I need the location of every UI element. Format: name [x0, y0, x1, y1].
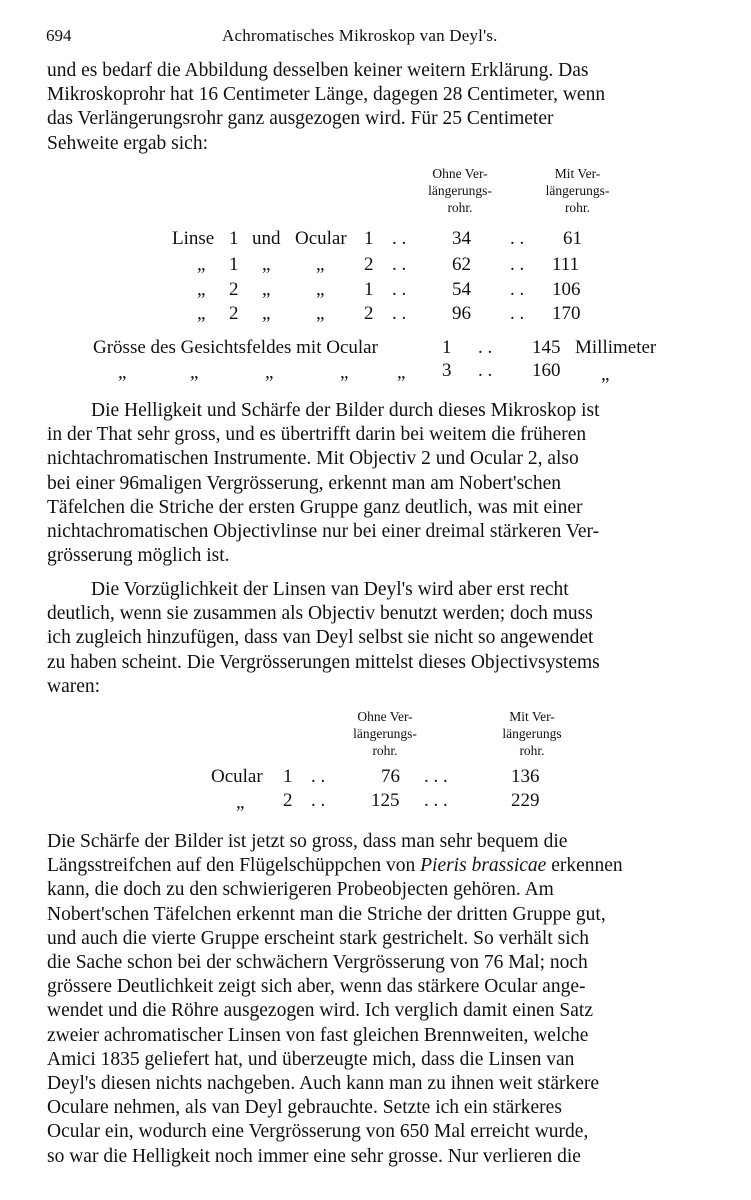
text-line: zweier achromatischer Linsen von fast gleichen Brennweiten, welche [47, 1024, 589, 1046]
row-ocular-number: 2 [283, 790, 293, 811]
header-line: rohr. [564, 200, 591, 215]
row-ditto: „ [236, 792, 245, 813]
row-value-ohne: 125 [371, 790, 400, 811]
species-name: Pieris brassicae [420, 855, 547, 877]
row-dots: . . . [424, 766, 448, 787]
row-ditto: „ [197, 303, 206, 324]
text-line: nichtachromatischen Instrumente. Mit Objectiv 2 und Ocular 2, also [47, 448, 579, 470]
row-dots: . . [392, 254, 407, 275]
column-header-ohne [405, 165, 515, 216]
row-value-mit: 106 [552, 279, 581, 300]
row-dots: . . [510, 279, 525, 300]
row-lens-number: 1 [229, 228, 239, 249]
text-line: Täfelchen die Striche der ersten Gruppe ganz deutlich, was mit einer [47, 496, 583, 518]
text-line: ich zugleich hinzufügen, dass van Deyl selbst sie nicht so angewendet [47, 627, 594, 649]
row-value-mit: 111 [552, 254, 580, 275]
running-title: Achromatisches Mikroskop van Deyl's. [222, 26, 498, 45]
page-header [46, 26, 716, 50]
page-number: 694 [46, 26, 72, 45]
paragraph-sharpness [47, 830, 712, 1169]
row-dots: . . [311, 766, 326, 787]
row-dots: . . [311, 790, 326, 811]
row-value-mit: 136 [511, 766, 540, 787]
row-ocular-label: Ocular [295, 228, 347, 249]
header-line: Ohne Ver- [357, 709, 413, 724]
row-ocular-number: 1 [364, 228, 374, 249]
row-ditto: „ [262, 254, 271, 275]
row-ditto: „ [340, 362, 349, 383]
field-value: 145 [532, 337, 561, 358]
row-dots: . . . [424, 790, 448, 811]
row-ocular-number: 2 [364, 254, 374, 275]
text-run: Die Vorzüglichkeit der Linsen van Deyl's wird aber erst recht [91, 579, 569, 600]
paragraph-intro [47, 59, 712, 156]
header-line: längerungs- [428, 183, 492, 198]
text-line: die Sache schon bei der schwächern Vergrösserung von 76 Mal; noch [47, 952, 588, 974]
row-ditto: „ [197, 279, 206, 300]
header-line: Mit Ver- [509, 709, 555, 724]
row-dots: . . [392, 303, 407, 324]
text-line: kann, die doch zu den schwierigeren Probeobjecten gehören. Am [47, 879, 554, 901]
row-dots: . . [510, 303, 525, 324]
row-dots: . . [510, 254, 525, 275]
field-unit: Millimeter [575, 337, 657, 358]
row-ditto: „ [601, 364, 610, 385]
text-line: Ocular ein, wodurch eine Vergrösserung von 650 Mal erreicht wurde, [47, 1121, 589, 1143]
header-line: rohr. [519, 743, 545, 758]
row-ditto: „ [316, 254, 325, 275]
row-value-mit: 170 [552, 303, 581, 324]
row-ditto: „ [397, 362, 406, 383]
header-line: rohr. [372, 743, 398, 758]
paragraph-objective-system [47, 578, 712, 699]
header-line: rohr. [447, 200, 473, 215]
row-ditto: „ [316, 303, 325, 324]
header-line: längerungs [502, 726, 562, 741]
field-value: 160 [532, 360, 561, 381]
row-value-ohne: 34 [452, 228, 471, 249]
row-value-ohne: 54 [452, 279, 471, 300]
text-line: Sehweite ergab sich: [47, 132, 209, 154]
text-line: und es bedarf die Abbildung desselben keiner weitern Erklärung. Das [47, 60, 589, 81]
row-value-ohne: 62 [452, 254, 471, 275]
text-line: wendet und die Röhre ausgezogen wird. Ich verglich damit einen Satz [47, 1000, 594, 1022]
row-ditto: „ [265, 362, 274, 383]
header-line: längerungs- [353, 726, 417, 741]
text-line: waren: [47, 675, 101, 697]
row-lens-number: 2 [229, 303, 239, 324]
header-line: längerungs- [545, 183, 610, 198]
row-dots: . . [392, 228, 407, 249]
text-line: grösserung möglich ist. [47, 545, 230, 567]
column-header-ohne [330, 708, 440, 759]
row-ditto: „ [262, 279, 271, 300]
row-value-ohne: 76 [381, 766, 400, 787]
text-line: bei einer 96maligen Vergrösserung, erkennt man am Nobert'schen [47, 472, 561, 494]
text-line: das Verlängerungsrohr ganz ausgezogen wird. Für 25 Centimeter [47, 108, 554, 130]
row-ocular-number: 1 [283, 766, 293, 787]
field-of-view-label: Grösse des Gesichtsfeldes mit Ocular [93, 337, 378, 358]
row-ditto: „ [197, 254, 206, 275]
row-lens-label: Linse [172, 228, 215, 249]
text-line: grössere Deutlichkeit zeigt sich aber, wenn das stärkere Ocular ange- [47, 976, 586, 998]
text-line: nichtachromatischen Objectivlinse nur bei einer dreimal stärkeren Ver- [47, 521, 600, 543]
row-ditto: „ [316, 279, 325, 300]
text-run: Die Helligkeit und Schärfe der Bilder durch dieses Mikroskop ist [91, 400, 600, 421]
text-line: so war die Helligkeit noch immer eine sehr grosse. Nur verlieren die [47, 1145, 581, 1167]
text-line: Die Schärfe der Bilder ist jetzt so gross, dass man sehr bequem die [47, 831, 568, 852]
column-header-mit [477, 708, 587, 759]
row-ditto: „ [118, 362, 127, 383]
field-ocular-number: 3 [442, 360, 452, 381]
text-line: Nobert'schen Täfelchen erkennt man die Striche der dritten Gruppe gut, [47, 903, 606, 925]
text-run: erkennen [551, 855, 623, 877]
column-header-mit [520, 165, 635, 216]
row-lens-number: 2 [229, 279, 239, 300]
text-line: Oculare nehmen, als van Deyl gebrauchte. Setzte ich ein stärkeres [47, 1097, 562, 1119]
header-line: Ohne Ver- [432, 166, 488, 181]
row-und: und [252, 228, 281, 249]
text-line: Mikroskoprohr hat 16 Centimeter Länge, dagegen 28 Centimeter, wenn [47, 84, 606, 106]
row-ocular-label: Ocular [211, 766, 263, 787]
row-ocular-number: 1 [364, 279, 374, 300]
text-run: Längsstreifchen auf den Flügelschüppchen von [47, 855, 416, 877]
text-line: Amici 1835 geliefert hat, und überzeugte mich, dass die Linsen van [47, 1048, 575, 1070]
text-line: deutlich, wenn sie zusammen als Objectiv benutzt werden; doch muss [47, 603, 593, 625]
field-ocular-number: 1 [442, 337, 452, 358]
row-dots: . . [478, 337, 493, 358]
text-line [47, 854, 712, 878]
row-value-mit: 229 [511, 790, 540, 811]
row-ditto: „ [262, 303, 271, 324]
row-dots: . . [478, 360, 493, 381]
text-line: Deyl's diesen nichts nachgeben. Auch kann man zu ihnen weit stärkere [47, 1073, 600, 1095]
header-line: Mit Ver- [554, 166, 601, 181]
row-dots: . . [510, 228, 525, 249]
row-ocular-number: 2 [364, 303, 374, 324]
text-line: und auch die vierte Gruppe erscheint stark gestrichelt. So verhält sich [47, 927, 590, 949]
text-line: in der That sehr gross, und es übertrifft darin bei weitem die früheren [47, 424, 587, 446]
row-dots: . . [392, 279, 407, 300]
row-value-mit: 61 [563, 228, 582, 249]
text-line [47, 578, 712, 602]
text-line: zu haben scheint. Die Vergrösserungen mittelst dieses Objectivsystems [47, 651, 600, 673]
row-ditto: „ [190, 362, 199, 383]
row-value-ohne: 96 [452, 303, 471, 324]
row-lens-number: 1 [229, 254, 239, 275]
text-line [47, 399, 712, 423]
paragraph-brightness [47, 399, 712, 568]
